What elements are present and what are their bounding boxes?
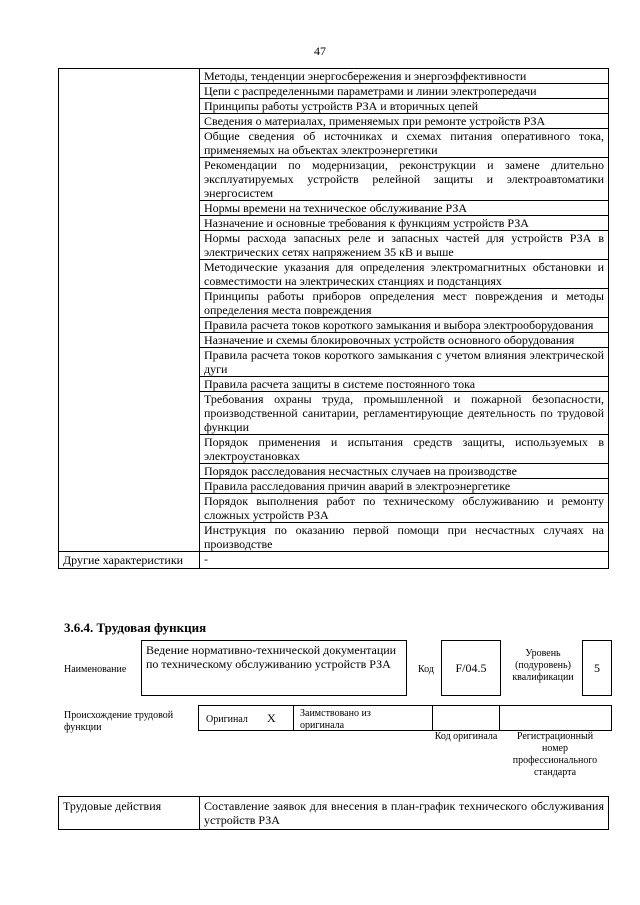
knowledge-item: Правила расчета токов короткого замыкания и выбора электрооборудования — [200, 318, 609, 333]
original-label: Оригинал — [206, 714, 248, 725]
knowledge-item: Порядок применения и испытания средств защиты, используемых в электроустановках — [200, 435, 609, 464]
actions-table — [58, 796, 609, 830]
knowledge-item: Рекомендации по модернизации, реконструкции и замене длительно эксплуатируемых устройств релейной защиты и электроавтоматики энергосистем — [200, 158, 609, 201]
code-caption: Код оригинала — [434, 731, 498, 742]
reg-number-cell — [499, 705, 612, 731]
name-value-box — [141, 640, 407, 696]
knowledge-item: Назначение и основные требования к функциям устройств РЗА — [200, 216, 609, 231]
original-cell — [198, 705, 294, 731]
code-value: F/04.5 — [441, 640, 501, 696]
knowledge-item: Нормы расхода запасных реле и запасных частей для устройств РЗА в электрических сетях напряжением 35 кВ и выше — [200, 231, 609, 260]
other-characteristics-value: - — [200, 552, 609, 569]
page-number: 47 — [314, 44, 326, 58]
origin-label: Происхождение трудовой функции — [64, 710, 174, 733]
knowledge-item: Порядок расследования несчастных случаев на производстве — [200, 464, 609, 479]
knowledge-item: Правила расследования причин аварий в электроэнергетике — [200, 479, 609, 494]
actions-label: Трудовые действия — [59, 797, 200, 830]
name-value: Ведение нормативно-технической документации по техническому обслуживанию устройств РЗА — [146, 643, 397, 671]
borrowed-label: Заимствовано из оригинала — [300, 708, 371, 731]
borrowed-cell — [293, 705, 433, 731]
reg-caption: Регистрационный номер профессионального стандарта — [512, 731, 598, 778]
section-title: 3.6.4. Трудовая функция — [64, 620, 207, 635]
knowledge-table — [58, 68, 609, 569]
knowledge-item: Требования охраны труда, промышленной и пожарной безопасности, производственной санитарии, регламентирующие деятельность по трудовой функции — [200, 392, 609, 435]
actions-value: Составление заявок для внесения в план-график технического обслуживания устройств РЗА — [200, 797, 609, 830]
knowledge-row — [59, 69, 609, 84]
knowledge-item: Цепи с распределенными параметрами и линии электропередачи — [200, 84, 609, 99]
other-characteristics-row — [59, 552, 609, 569]
name-label: Наименование — [64, 664, 127, 675]
original-code-cell — [432, 705, 500, 731]
knowledge-item: Порядок выполнения работ по техническому обслуживанию и ремонту сложных устройств РЗА — [200, 494, 609, 523]
knowledge-item: Инструкция по оказанию первой помощи при несчастных случаях на производстве — [200, 523, 609, 552]
knowledge-item: Принципы работы устройств РЗА и вторичных цепей — [200, 99, 609, 114]
knowledge-label-cell — [59, 69, 200, 552]
other-characteristics-label: Другие характеристики — [59, 552, 200, 569]
knowledge-item: Нормы времени на техническое обслуживание РЗА — [200, 201, 609, 216]
original-mark: X — [267, 711, 276, 725]
knowledge-item: Принципы работы приборов определения мест повреждения и методы определения места повреждения — [200, 289, 609, 318]
knowledge-item: Методы, тенденции энергосбережения и энергоэффективности — [200, 69, 609, 84]
knowledge-item: Сведения о материалах, применяемых при ремонте устройств РЗА — [200, 114, 609, 129]
knowledge-item: Правила расчета токов короткого замыкания с учетом влияния электрической дуги — [200, 348, 609, 377]
level-label: Уровень (подуровень) квалификации — [512, 648, 574, 683]
code-label: Код — [418, 664, 434, 675]
knowledge-item: Правила расчета защиты в системе постоянного тока — [200, 377, 609, 392]
level-value: 5 — [582, 640, 612, 696]
knowledge-item: Общие сведения об источниках и схемах питания оперативного тока, применяемых на объектах электроэнергетики — [200, 129, 609, 158]
knowledge-item: Назначение и схемы блокировочных устройств основного оборудования — [200, 333, 609, 348]
knowledge-item: Методические указания для определения электромагнитных обстановки и совместимости на электрических станциях и подстанциях — [200, 260, 609, 289]
